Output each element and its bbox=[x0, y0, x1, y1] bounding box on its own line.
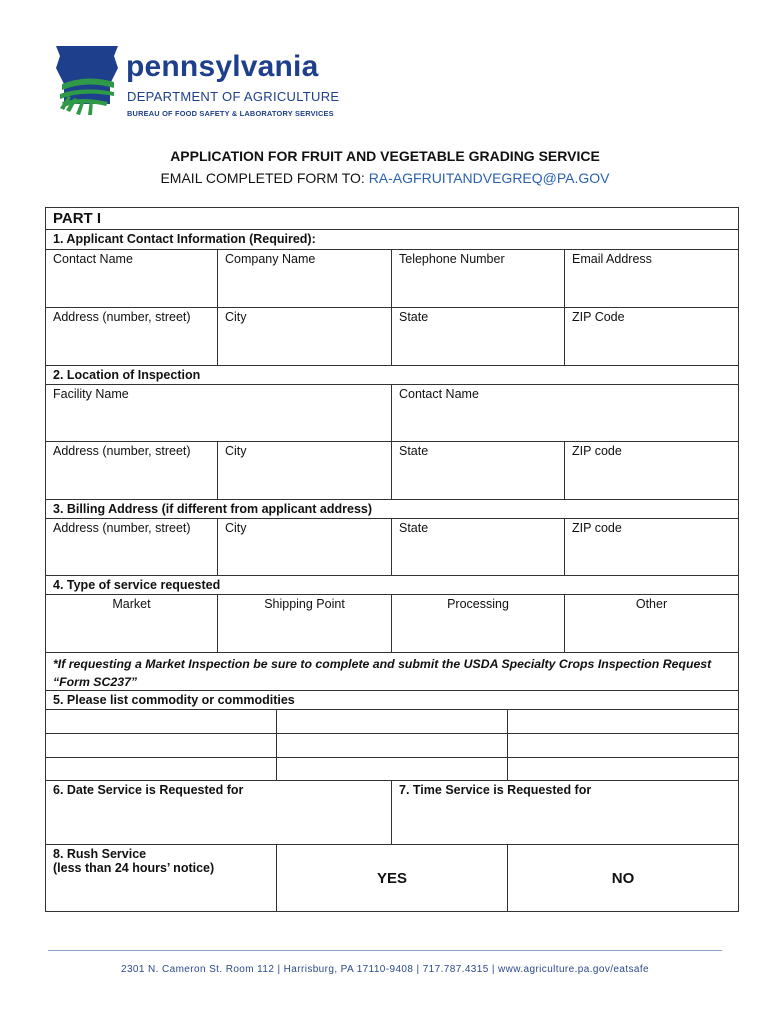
location-state-field[interactable]: State bbox=[392, 442, 565, 499]
market-inspection-note: *If requesting a Market Inspection be sure to complete and submit the USDA Specialty Crops Inspection Request “Form SC237” bbox=[53, 657, 712, 689]
section5-heading: 5. Please list commodity or commodities bbox=[53, 693, 295, 707]
location-contact-name-field[interactable]: Contact Name bbox=[399, 387, 479, 401]
applicant-address-field[interactable]: Address (number, street) bbox=[46, 308, 218, 365]
commodity-field[interactable] bbox=[508, 758, 738, 780]
billing-city-field[interactable]: City bbox=[218, 519, 392, 575]
footer-address: 2301 N. Cameron St. Room 112 | Harrisburg, PA 17110-9408 | 717.787.4315 | www.agriculture.pa.gov/eatsafe bbox=[120, 964, 649, 975]
rush-yes-option[interactable]: YES bbox=[277, 845, 508, 911]
email-address-link[interactable]: RA-AGFRUITANDVEGREQ@PA.GOV bbox=[368, 170, 610, 186]
applicant-email-field[interactable]: Email Address bbox=[572, 252, 652, 266]
footer-divider bbox=[48, 950, 722, 951]
email-instruction bbox=[0, 170, 770, 186]
applicant-zip-field[interactable]: ZIP Code bbox=[572, 310, 625, 324]
commodity-field[interactable] bbox=[46, 710, 277, 733]
time-requested-field[interactable]: 7. Time Service is Requested for bbox=[399, 783, 592, 797]
applicant-company-name-field[interactable]: Company Name bbox=[218, 250, 392, 307]
location-zip-field[interactable]: ZIP code bbox=[572, 444, 622, 458]
application-form bbox=[45, 207, 739, 912]
commodity-field[interactable] bbox=[508, 734, 738, 757]
section4-heading: 4. Type of service requested bbox=[53, 578, 221, 592]
form-title: APPLICATION FOR FRUIT AND VEGETABLE GRADING SERVICE bbox=[170, 148, 600, 164]
section3-heading: 3. Billing Address (if different from applicant address) bbox=[53, 502, 373, 516]
section1-heading: 1. Applicant Contact Information (Required): bbox=[53, 232, 316, 246]
commodity-field[interactable] bbox=[508, 710, 738, 733]
service-option-processing[interactable]: Processing bbox=[392, 595, 565, 652]
billing-address-field[interactable]: Address (number, street) bbox=[46, 519, 218, 575]
billing-zip-field[interactable]: ZIP code bbox=[572, 521, 622, 535]
commodity-field[interactable] bbox=[46, 734, 277, 757]
facility-name-field[interactable]: Facility Name bbox=[46, 385, 392, 441]
rush-service-label bbox=[46, 845, 277, 911]
logo-department: DEPARTMENT OF AGRICULTURE bbox=[127, 89, 340, 104]
part-title: PART I bbox=[53, 210, 102, 227]
applicant-contact-name-field[interactable]: Contact Name bbox=[46, 250, 218, 307]
applicant-telephone-field[interactable]: Telephone Number bbox=[392, 250, 565, 307]
section2-heading: 2. Location of Inspection bbox=[53, 368, 201, 382]
location-address-field[interactable]: Address (number, street) bbox=[46, 442, 218, 499]
rush-service-heading: 8. Rush Service bbox=[53, 847, 147, 861]
pa-agriculture-logo bbox=[52, 44, 372, 124]
commodity-field[interactable] bbox=[277, 734, 508, 757]
location-city-field[interactable]: City bbox=[218, 442, 392, 499]
keystone-farm-logo-icon bbox=[52, 44, 122, 116]
service-option-shipping-point[interactable]: Shipping Point bbox=[218, 595, 392, 652]
applicant-state-field[interactable]: State bbox=[392, 308, 565, 365]
date-requested-field[interactable]: 6. Date Service is Requested for bbox=[46, 781, 392, 844]
billing-state-field[interactable]: State bbox=[392, 519, 565, 575]
logo-wordmark: pennsylvania bbox=[126, 50, 319, 83]
commodity-field[interactable] bbox=[46, 758, 277, 780]
commodity-field[interactable] bbox=[277, 758, 508, 780]
rush-no-option[interactable]: NO bbox=[611, 869, 635, 887]
email-prefix: EMAIL COMPLETED FORM TO: bbox=[160, 170, 369, 186]
applicant-city-field[interactable]: City bbox=[218, 308, 392, 365]
service-option-market[interactable]: Market bbox=[46, 595, 218, 652]
logo-bureau: BUREAU OF FOOD SAFETY & LABORATORY SERVICES bbox=[127, 109, 334, 118]
rush-service-subheading: (less than 24 hours’ notice) bbox=[53, 861, 215, 875]
service-option-other[interactable]: Other bbox=[635, 597, 668, 611]
commodity-field[interactable] bbox=[277, 710, 508, 733]
